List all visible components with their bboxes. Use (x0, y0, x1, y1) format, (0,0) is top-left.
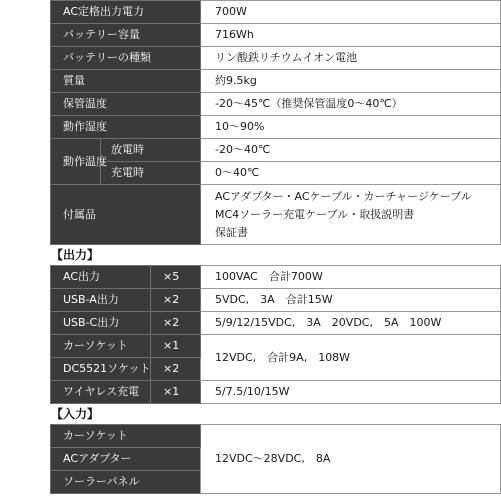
input-table (50, 424, 501, 494)
spec-label: 動作温度 (51, 139, 101, 185)
spec-sublabel: 充電時 (101, 162, 201, 185)
spec-label: バッテリー容量 (51, 24, 201, 47)
spec-label: バッテリーの種類 (51, 47, 201, 70)
port-count: ×1 (151, 335, 201, 358)
input-section-title: 【入力】 (51, 407, 100, 421)
spec-row (51, 116, 501, 139)
output-row (51, 335, 501, 358)
spec-value: リン酸鉄リチウムイオン電池 (201, 47, 501, 70)
port-value: 5VDC, 3A 合計15W (201, 289, 501, 312)
input-name: ACアダプター (51, 448, 201, 471)
output-section-title: 【出力】 (51, 248, 100, 262)
port-count: ×2 (151, 289, 201, 312)
spec-sublabel: 放電時 (101, 139, 201, 162)
output-row (51, 381, 501, 404)
spec-row (51, 24, 501, 47)
accessories-list (201, 185, 501, 245)
output-row (51, 266, 501, 289)
input-value-merged: 12VDC～28VDC, 8A (201, 425, 501, 494)
spec-label: AC定格出力電力 (51, 1, 201, 24)
spec-row (51, 70, 501, 93)
output-row (51, 289, 501, 312)
port-value: 5/7.5/10/15W (201, 381, 501, 404)
port-count: ×1 (151, 381, 201, 404)
spec-row (51, 139, 501, 162)
port-value-merged: 12VDC, 合計9A, 108W (201, 335, 501, 381)
spec-table (50, 0, 501, 245)
spec-value: -20～45℃（推奨保管温度0～40℃） (201, 93, 501, 116)
spec-value: 700W (201, 1, 501, 24)
spec-value: 0～40℃ (201, 162, 501, 185)
spec-value: 716Wh (201, 24, 501, 47)
accessory-line: ACアダプター・ACケーブル・カーチャージケーブル (215, 189, 472, 203)
port-name: USB-A出力 (51, 289, 151, 312)
spec-row (51, 162, 501, 185)
spec-label: 保管温度 (51, 93, 201, 116)
output-table (50, 265, 501, 404)
input-row (51, 425, 501, 448)
spec-label: 付属品 (51, 185, 201, 245)
input-name: ソーラーパネル (51, 471, 201, 494)
port-count: ×2 (151, 312, 201, 335)
spec-row (51, 93, 501, 116)
spec-row (51, 47, 501, 70)
spec-value: -20～40℃ (201, 139, 501, 162)
accessory-line: 保証書 (215, 225, 249, 239)
port-name: DC5521ソケット (51, 358, 151, 381)
spec-label: 動作湿度 (51, 116, 201, 139)
port-name: USB-C出力 (51, 312, 151, 335)
port-count: ×5 (151, 266, 201, 289)
port-value: 5/9/12/15VDC, 3A 20VDC, 5A 100W (201, 312, 501, 335)
spec-row (51, 185, 501, 245)
port-name: AC出力 (51, 266, 151, 289)
spec-label: 質量 (51, 70, 201, 93)
output-row (51, 312, 501, 335)
spec-value: 約9.5kg (201, 70, 501, 93)
port-name: カーソケット (51, 335, 151, 358)
accessory-line: MC4ソーラー充電ケーブル・取扱説明書 (215, 207, 415, 221)
port-name: ワイヤレス充電 (51, 381, 151, 404)
spec-row (51, 1, 501, 24)
spec-value: 10～90% (201, 116, 501, 139)
port-count: ×2 (151, 358, 201, 381)
input-name: カーソケット (51, 425, 201, 448)
port-value: 100VAC 合計700W (201, 266, 501, 289)
spec-sheet (50, 0, 500, 500)
